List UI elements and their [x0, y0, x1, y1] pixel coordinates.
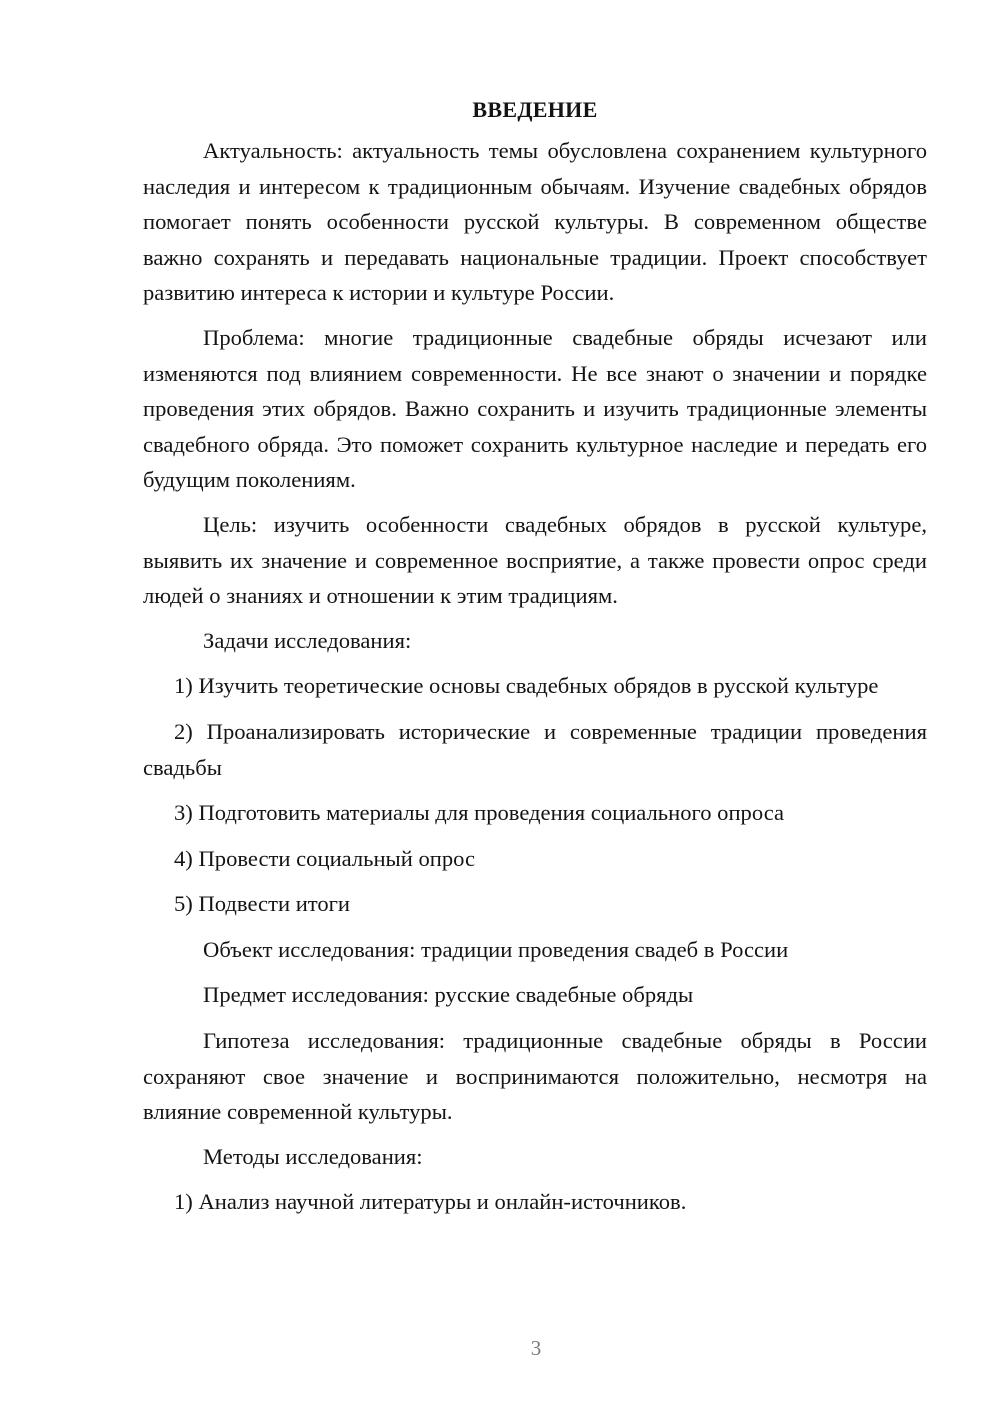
tasks-title: Задачи исследования:: [203, 627, 412, 653]
task-item-1: 1) Изучить теоретические основы свадебных обрядов в русской культуре: [174, 673, 879, 699]
method-item-1: 1) Анализ научной литературы и онлайн-источников.: [174, 1189, 687, 1215]
page-content: [143, 92, 927, 1230]
hypothesis-paragraph: Гипотеза исследования: традиционные свадебные обряды в России сохраняют свое значение и воспринимаются положительно, несмотря на влияние современной культуры.: [143, 1028, 927, 1125]
methods-title: Методы исследования:: [203, 1143, 423, 1169]
task-item-3: 3) Подготовить материалы для проведения социального опроса: [174, 800, 785, 826]
task-item-4: 4) Провести социальный опрос: [174, 845, 476, 871]
task-item-5: 5) Подвести итоги: [174, 891, 351, 917]
object-paragraph: Объект исследования: традиции проведения свадеб в России: [203, 936, 789, 962]
problem-paragraph: Проблема: многие традиционные свадебные обряды исчезают или изменяются под влиянием современности. Не все знают о значении и порядке проведения этих обрядов. Важно сохранить и изучить традиционные элементы свадебного обряда. Это поможет сохранить культурное наследие и передать его будущим поколениям.: [143, 324, 927, 493]
task-item-2: 2) Проанализировать исторические и современные традиции проведения свадьбы: [143, 718, 927, 780]
goal-paragraph: Цель: изучить особенности свадебных обрядов в русской культуре, выявить их значение и современное восприятие, а также провести опрос среди людей о знаниях и отношении к этим традициям.: [143, 511, 927, 609]
relevance-paragraph: Актуальность: актуальность темы обусловлена сохранением культурного наследия и интересом к традиционным обычаям. Изучение свадебных обрядов помогает понять особенности русской культуры. В современном обществе важно сохранять и передавать национальные традиции. Проект способствует развитию интереса к истории и культуре России.: [143, 138, 927, 306]
subject-paragraph: Предмет исследования: русские свадебные обряды: [203, 982, 694, 1008]
section-heading: ВВЕДЕНИЕ: [472, 97, 598, 122]
page-number: 3: [530, 1336, 542, 1360]
